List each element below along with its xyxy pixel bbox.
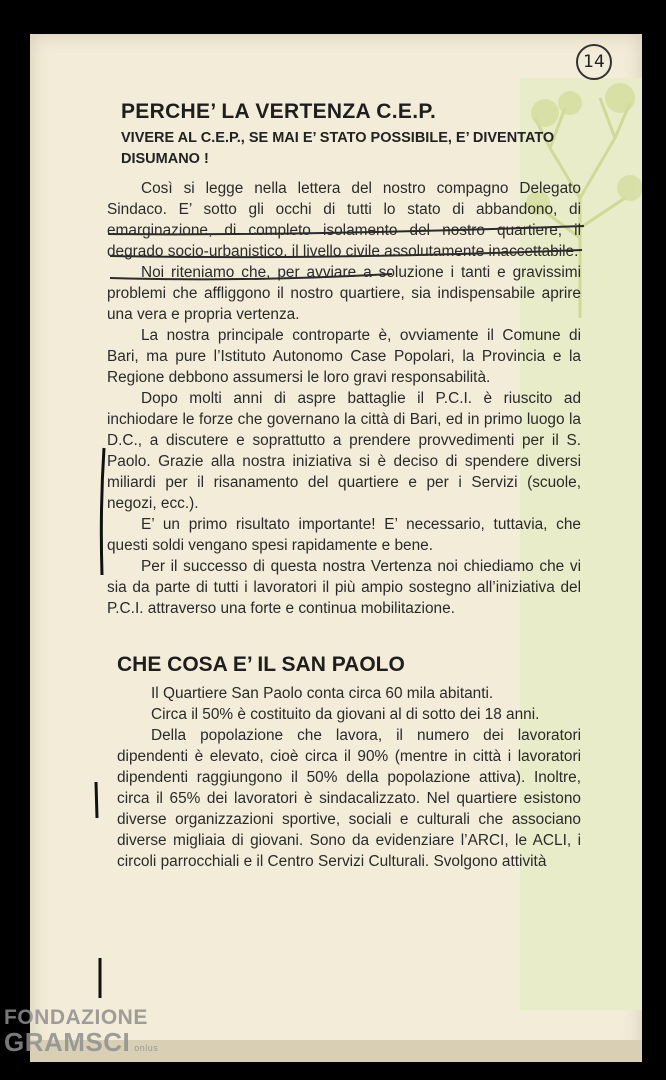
- section-title-vertenza: PERCHE’ LA VERTENZA C.E.P.: [121, 100, 437, 123]
- document-body: [107, 100, 581, 872]
- watermark-line1: FONDAZIONE: [4, 1006, 148, 1029]
- paragraph: Per il successo di questa nostra Vertenza noi chiediamo che vi sia da parte di tutti i lavoratori il più ampio sostegno all’iniziativa del P.C.I. attraverso una forte e continua mobilitazione.: [107, 558, 581, 617]
- page-number: 14: [576, 44, 612, 80]
- paragraph: Circa il 50% è costituito da giovani al di sotto dei 18 anni.: [151, 706, 540, 723]
- paragraph: Così si legge nella lettera del nostro compagno Delegato Sindaco. E’ sotto gli occhi di tutti lo stato di abbandono, di emarginazione, di completo isolamento del nostro quartiere, il degrado socio-urbanistico, il livello civile assolutamente inaccettabile.: [107, 180, 581, 260]
- watermark-suffix: onlus: [134, 1043, 159, 1053]
- paragraph: La nostra principale controparte è, ovviamente il Comune di Bari, ma pure l’Istituto Autonomo Case Popolari, la Provincia e la Regione debbono assumersi le loro gravi responsabilità.: [107, 327, 581, 386]
- watermark-line2: GRAMSCI: [4, 1027, 131, 1057]
- paragraph: Dopo molti anni di aspre battaglie il P.C.I. è riuscito ad inchiodare le forze che governano la città di Bari, ed in primo luogo la D.C., a discutere e soprattutto a prendere provvedimenti per il S. Paolo. Grazie alla nostra iniziativa si è deciso di spendere diversi miliardi per il risanamento del quartiere e per i Servizi (scuole, negozi, ecc.).: [107, 390, 581, 512]
- section-title-san-paolo: CHE COSA E’ IL SAN PAOLO: [117, 653, 405, 676]
- paragraph: E’ un primo risultato importante! E’ necessario, tuttavia, che questi soldi vengano spesi rapidamente e bene.: [107, 516, 581, 554]
- paragraph: Della popolazione che lavora, il numero dei lavoratori dipendenti è elevato, cioè circa il 90% (mentre in città i lavoratori dipendenti raggiungono il 50% della popolazione attiva). Inoltre, circa il 65% dei lavoratori è sindacalizzato. Nel quartiere esistono diverse organizzazioni sportive, sociali e culturali che associano diverse migliaia di giovani. Sono da evidenziare l’ARCI, le ACLI, i circoli parrocchiali e il Centro Servizi Culturali. Svolgono attività: [117, 727, 581, 870]
- paragraph: Il Quartiere San Paolo conta circa 60 mila abitanti.: [151, 685, 494, 702]
- section-san-paolo: [107, 653, 581, 872]
- section-subtitle: VIVERE AL C.E.P., SE MAI E’ STATO POSSIBILE, E’ DIVENTATO DISUMANO !: [121, 130, 555, 167]
- watermark-logo: [4, 1006, 158, 1060]
- paragraph: Noi riteniamo che, per avviare a soluzione i tanti e gravissimi problemi che affliggono il nostro quartiere, sia indispensabile aprire una vera e propria vertenza.: [107, 264, 581, 323]
